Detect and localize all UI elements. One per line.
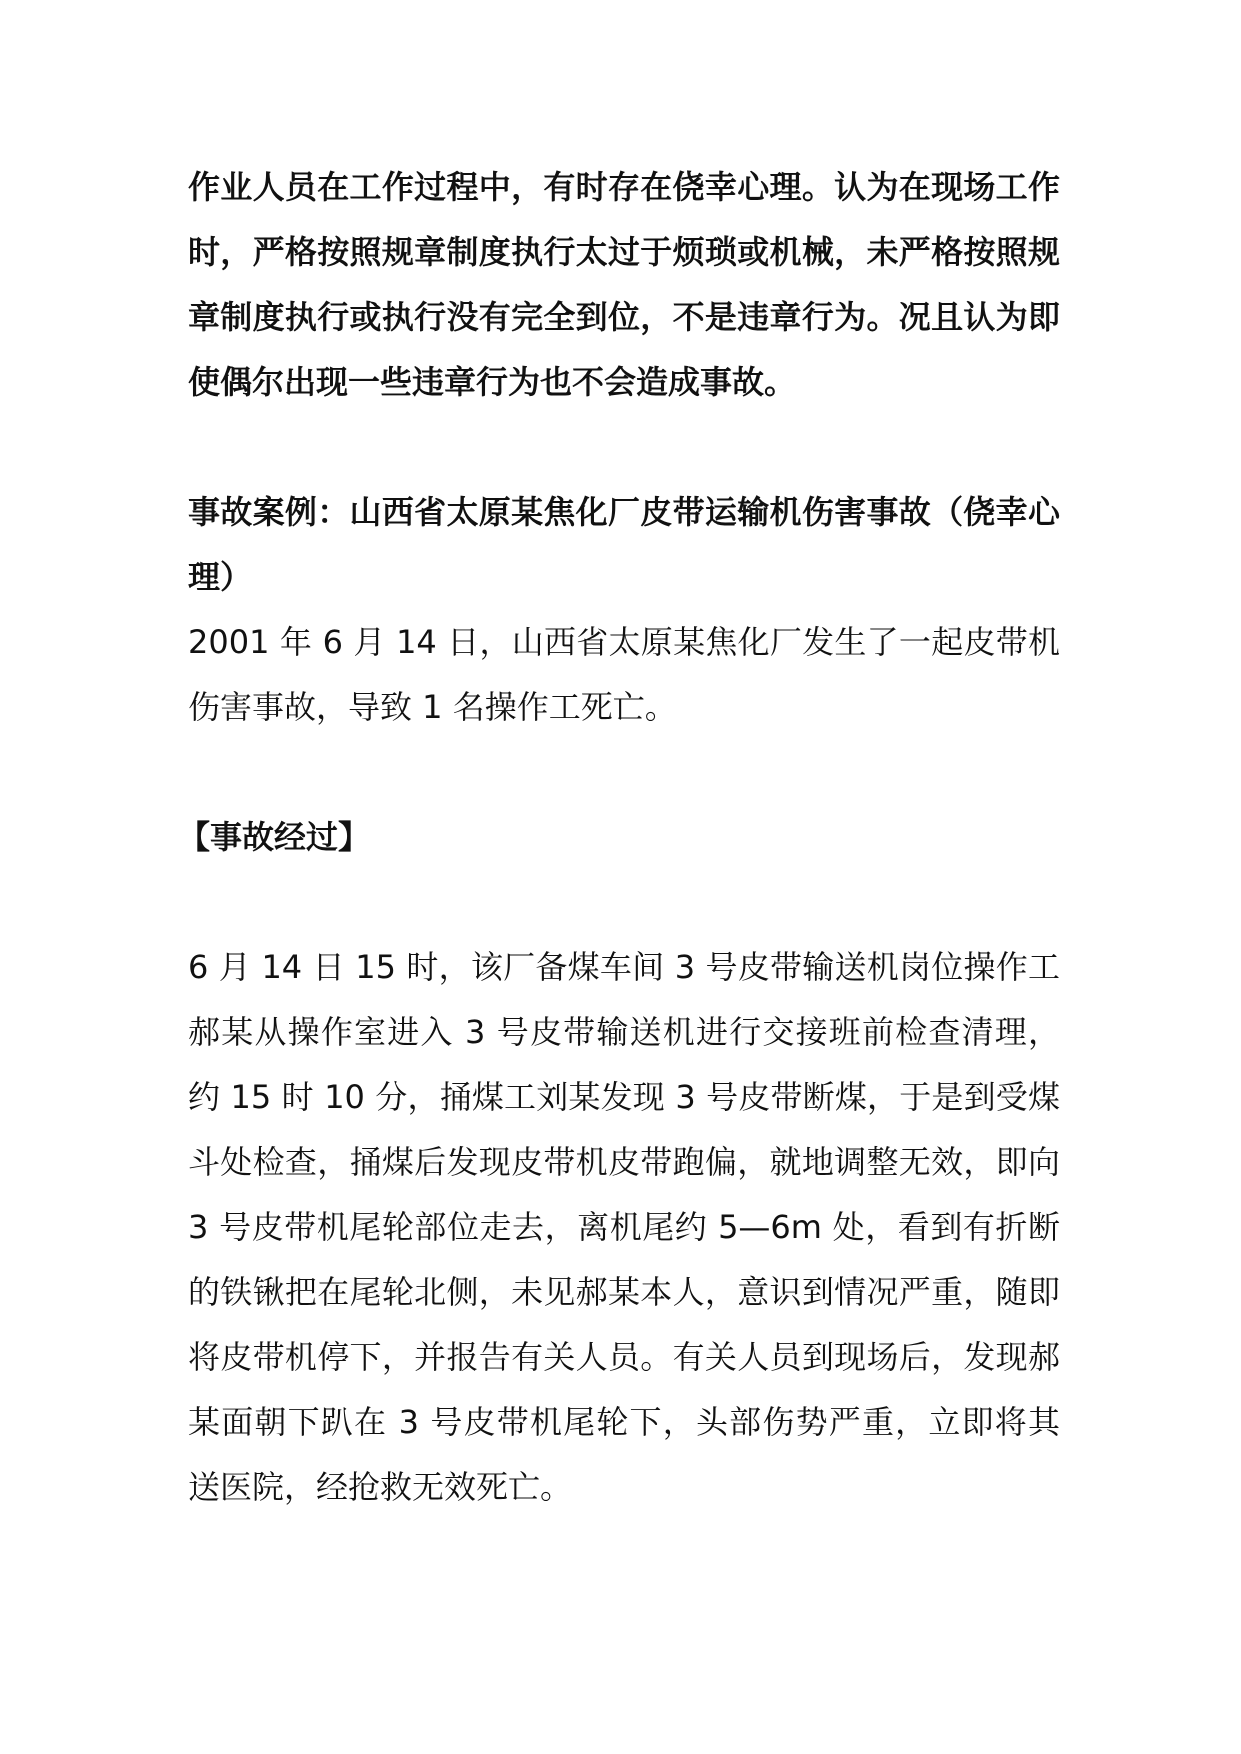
section-heading: 【事故经过】	[178, 818, 371, 856]
case-summary: 2001 年 6 月 14 日，山西省太原某焦化厂发生了一起皮带机伤害事故，导致 1 名操作工死亡。	[188, 623, 1060, 726]
case-heading: 事故案例：山西省太原某焦化厂皮带运输机伤害事故（侥幸心理）	[188, 493, 1060, 596]
intro-paragraph: 作业人员在工作过程中，有时存在侥幸心理。认为在现场工作时，严格按照规章制度执行太过于烦琐或机械，未严格按照规章制度执行或执行没有完全到位，不是违章行为。况且认为即使偶尔出现一些违章行为也不会造成事故。	[188, 168, 1060, 401]
section-body: 6 月 14 日 15 时，该厂备煤车间 3 号皮带输送机岗位操作工郝某从操作室进入 3 号皮带输送机进行交接班前检查清理，约 15 时 10 分，捅煤工刘某发现 3 号皮带断煤，于是到受煤斗处检查，捅煤后发现皮带机皮带跑偏，就地调整无效，即向 3 号皮带机尾轮部位走去，离机尾约 5—6m 处，看到有折断的铁锹把在尾轮北侧，未见郝某本人，意识到情况严重，随即将皮带机停下，并报告有关人员。有关人员到现场后，发现郝某面朝下趴在 3 号皮带机尾轮下，头部伤势严重，立即将其送医院，经抢救无效死亡。	[188, 948, 1060, 1506]
